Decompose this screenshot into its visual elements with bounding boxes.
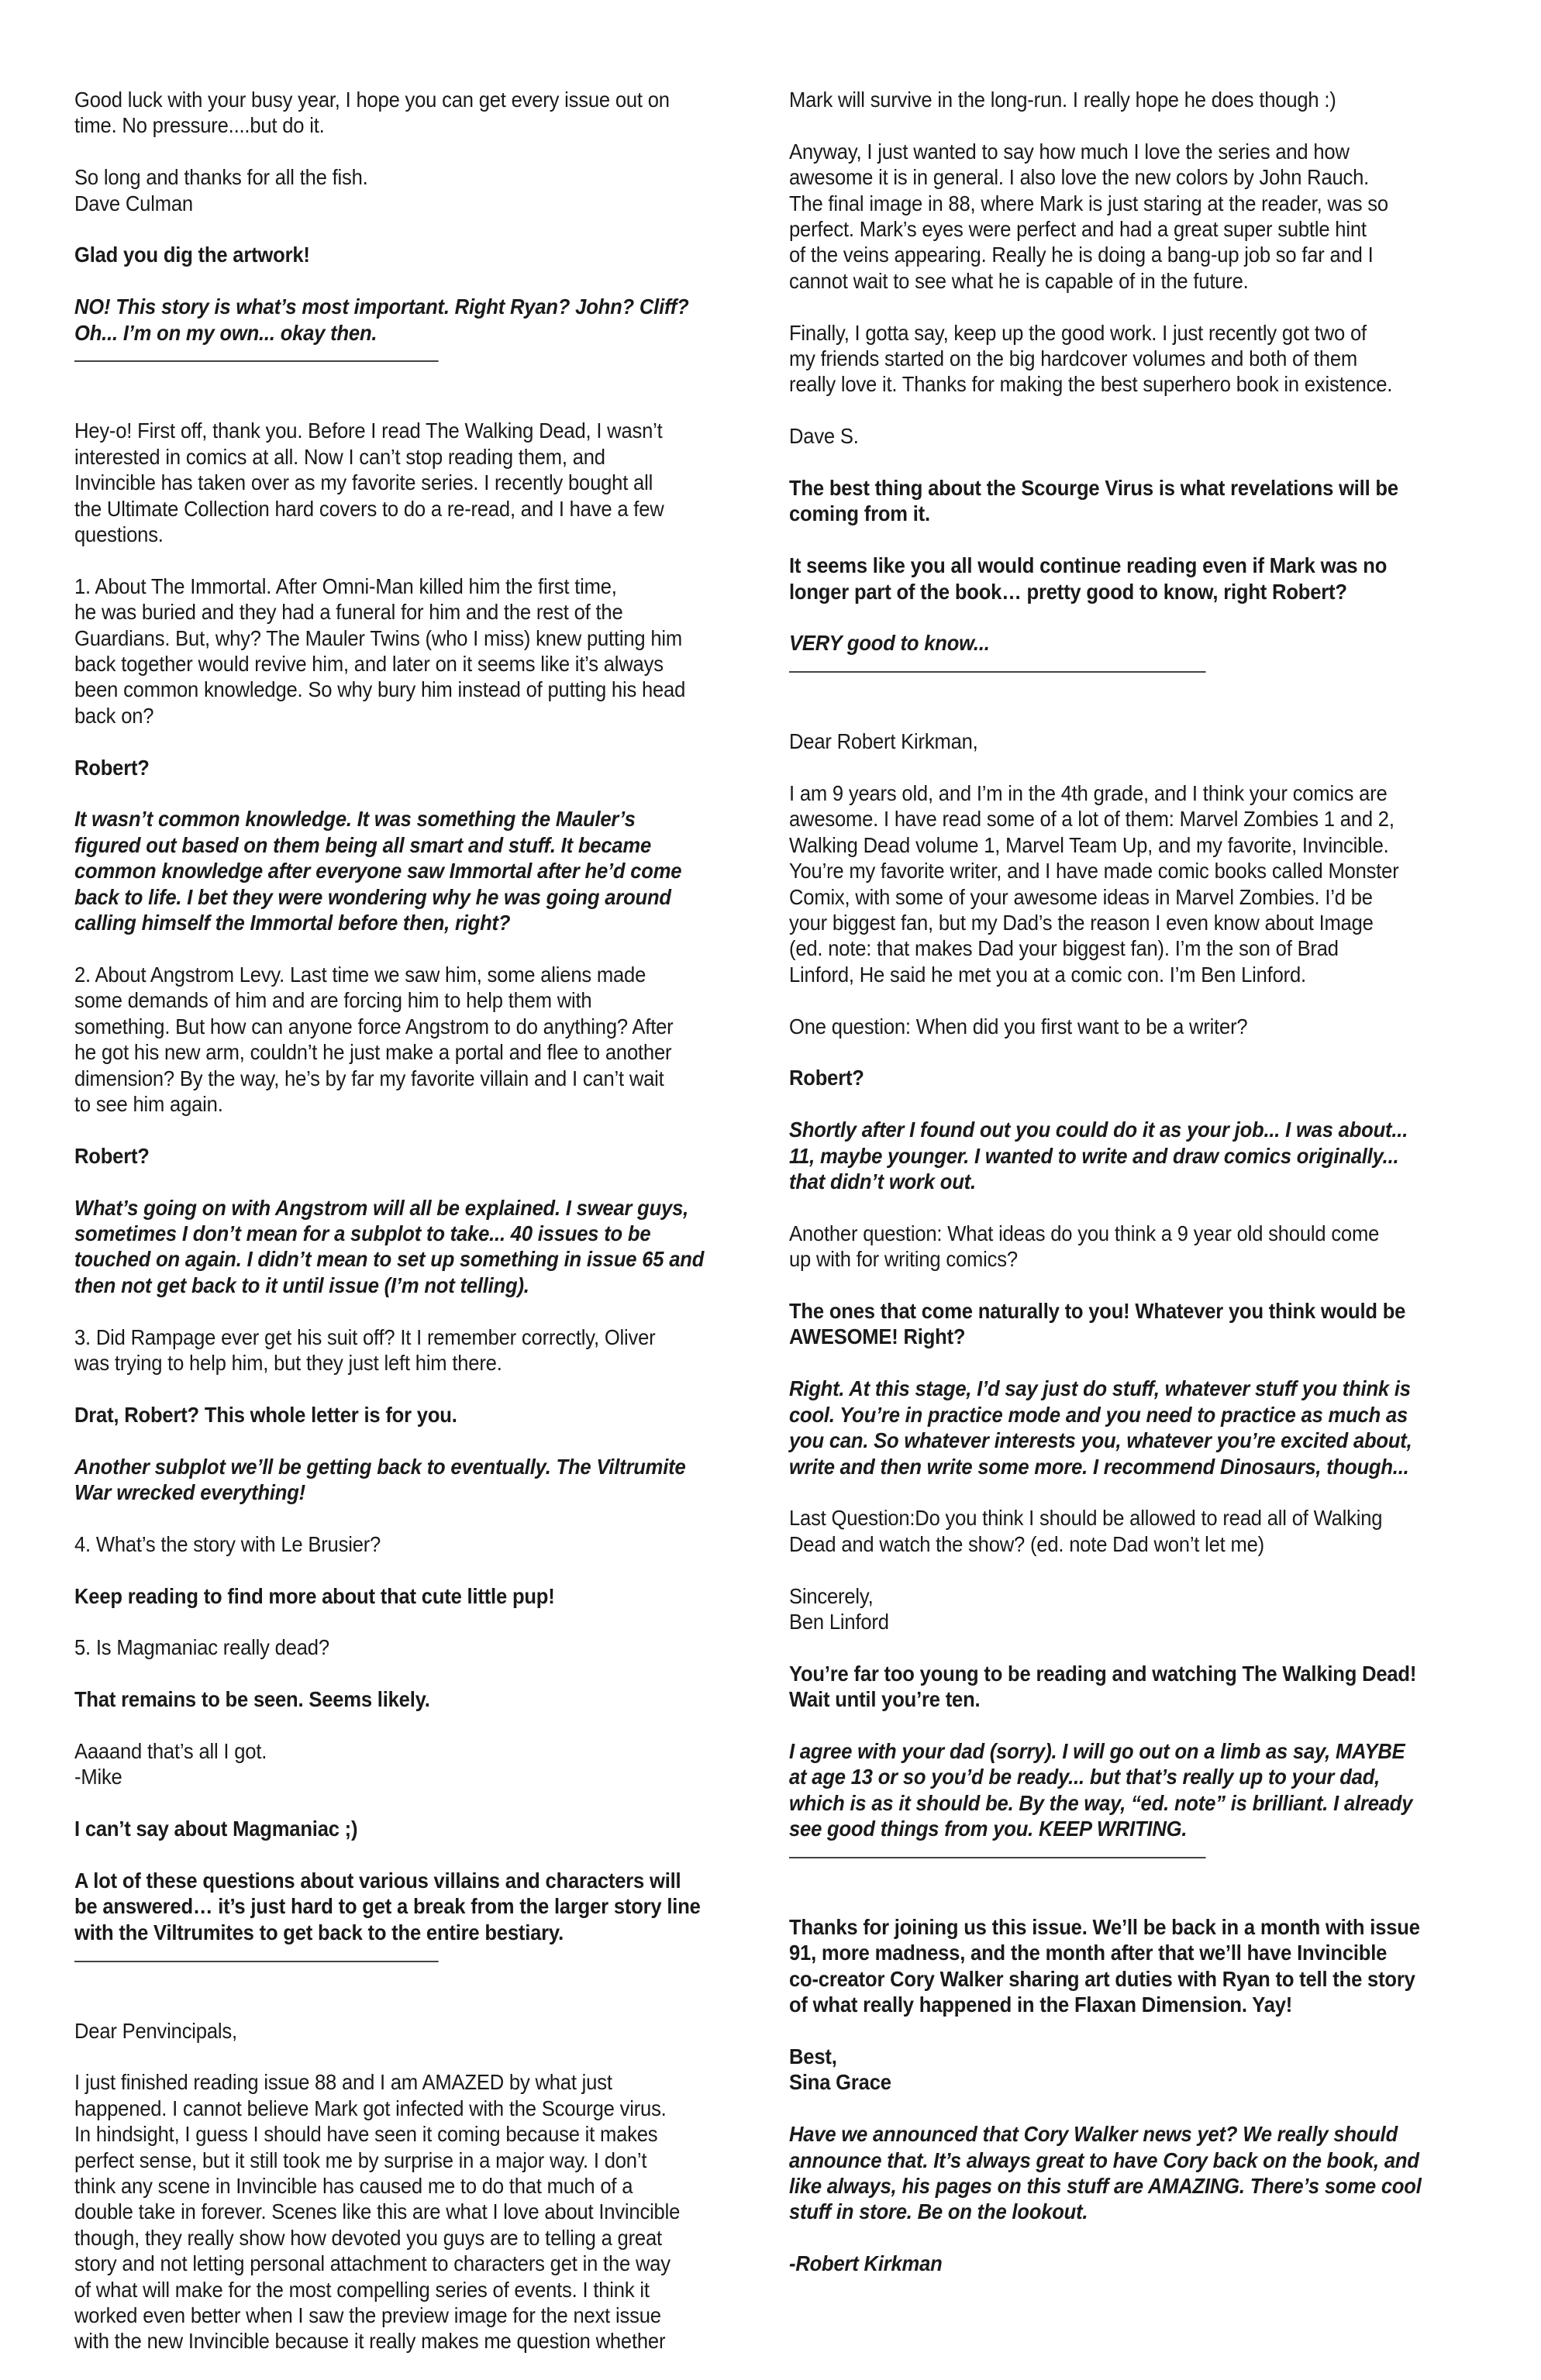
- letter-paragraph: Anyway, I just wanted to say how much I love the series and how awesome it is in general. I also love the new colors by John Rauch. The final image in 88, where Mark is just staring at the reader, was so perfect. Mark’s eyes were perfect and had a great super subtle hint of the veins appearing. Really he is doing a bang-up job so far and I cannot wait to see what he is capable of in the future.: [789, 139, 1388, 293]
- editor-reply: Keep reading to find more about that cute little pup!: [74, 1583, 555, 1608]
- editor-reply: A lot of these questions about various villains and characters will be answered… it’s just hard to get a break from the larger story line with the Viltrumites to get back to the entire bestiary.: [74, 1868, 701, 1944]
- editor-reply: Thanks for joining us this issue. We’ll be back in a month with issue 91, more madness, and the month after that we’ll have Invincible co-creator Cory Walker sharing art duties with Ryan to tell the story of what really happened in the Flaxan Dimension. Yay!: [789, 1914, 1420, 2017]
- kirkman-reply: Another subplot we’ll be getting back to eventually. The Viltrumite War wrecked everything!: [74, 1454, 686, 1504]
- letter-paragraph: 2. About Angstrom Levy. Last time we saw him, some aliens made some demands of him and are forcing him to help them with something. But how can anyone force Angstrom to do anything? After he got his new arm, couldn’t he just make a portal and flee to another dimension? By the way, he’s by far my favorite villain and I can’t wait to see him again.: [74, 962, 674, 1116]
- letter-paragraph: Dear Robert Kirkman,: [789, 729, 978, 754]
- letter-paragraph: 4. What’s the story with Le Brusier?: [74, 1531, 381, 1556]
- letter-paragraph: Last Question:Do you think I should be allowed to read all of Walking Dead and watch the show? (ed. note Dad won’t let me): [789, 1506, 1383, 1556]
- kirkman-reply: I agree with your dad (sorry). I will go out on a limb as say, MAYBE at age 13 or so you’d be ready... but that’s really up to your dad, which is as it should be. By the way, “ed. note” is brilliant. I already see good things from you. KEEP WRITING.: [789, 1738, 1413, 1841]
- right-column: [789, 87, 1423, 2303]
- kirkman-reply: What’s going on with Angstrom will all be explained. I swear guys, sometimes I don’t mean for a subplot to take... 40 issues to be touched on again. I didn’t mean to set up something in issue 65 and then not get back to it until issue (I’m not telling).: [74, 1195, 705, 1297]
- letter-paragraph: Aaaand that’s all I got. -Mike: [74, 1738, 267, 1789]
- left-column: [74, 87, 708, 2380]
- editor-reply: Drat, Robert? This whole letter is for you.: [74, 1402, 457, 1427]
- section-divider: [789, 1857, 1206, 1858]
- letter-paragraph: Dave S.: [789, 424, 859, 449]
- letter-paragraph: Finally, I gotta say, keep up the good work. I just recently got two of my friends started on the big hardcover volumes and both of them really love it. Thanks for making the best superhero book in existence.: [789, 320, 1393, 397]
- editor-reply: It seems like you all would continue reading even if Mark was no longer part of the book… pretty good to know, right Robert?: [789, 553, 1388, 604]
- editor-reply: Glad you dig the artwork!: [74, 243, 310, 267]
- letter-paragraph: Mark will survive in the long-run. I really hope he does though :): [789, 88, 1336, 112]
- section-divider: [74, 360, 439, 362]
- letter-paragraph: 3. Did Rampage ever get his suit off? It I remember correctly, Oliver was trying to help him, but they just left him there.: [74, 1324, 656, 1375]
- letter-paragraph: I am 9 years old, and I’m in the 4th grade, and I think your comics are awesome. I have read some of a lot of them: Marvel Zombies 1 and 2, Walking Dead volume 1, Marvel Team Up, and my favorite, Invincible. You’re my favorite writer, and I have made comic books called Monster Comix, with some of your awesome ideas in Marvel Zombies. I’d be your biggest fan, but my Dad’s the reason I even know about Image (ed. note: that makes Dad your biggest fan). I’m the son of Brad Linford, He said he met you at a comic con. I’m Ben Linford.: [789, 781, 1399, 987]
- kirkman-reply: Shortly after I found out you could do it as your job... I was about... 11, maybe younger. I wanted to write and draw comics originally... that didn’t work out.: [789, 1118, 1408, 1194]
- letter-paragraph: I just finished reading issue 88 and I am AMAZED by what just happened. I cannot believe Mark got infected with the Scourge virus. In hindsight, I guess I should have seen it coming because it makes perfect sense, but it still took me by surprise in a major way. I don’t think any scene in Invincible has caused me to do that much of a double take in forever. Scenes like this are what I love about Invincible though, they really show how devoted you guys are to telling a great story and not letting personal attachment to characters get in the way of what will make for the most compelling series of events. I think it worked even better when I saw the preview image for the next issue with the new Invincible because it really makes me question whether: [74, 2070, 681, 2354]
- editor-reply: Best, Sina Grace: [789, 2044, 891, 2095]
- section-divider: [74, 1961, 439, 1962]
- editor-reply: That remains to be seen. Seems likely.: [74, 1687, 430, 1712]
- letter-paragraph: 5. Is Magmaniac really dead?: [74, 1635, 329, 1660]
- editor-reply: The ones that come naturally to you! Whatever you think would be AWESOME! Right?: [789, 1299, 1406, 1349]
- editor-reply: I can’t say about Magmaniac ;): [74, 1817, 358, 1841]
- editor-reply: The best thing about the Scourge Virus is what revelations will be coming from it.: [789, 476, 1398, 526]
- editor-reply: Robert?: [74, 1143, 150, 1168]
- kirkman-reply: -Robert Kirkman: [789, 2251, 943, 2276]
- kirkman-reply: Have we announced that Cory Walker news yet? We really should announce that. It’s always great to have Cory back on the book, and like always, his pages on this stuff are AMAZING. There’s some cool stuff in store. Be on the lookout.: [789, 2122, 1422, 2224]
- letter-paragraph: One question: When did you first want to be a writer?: [789, 1014, 1248, 1038]
- letter-paragraph: Hey-o! First off, thank you. Before I read The Walking Dead, I wasn’t interested in comics at all. Now I can’t stop reading them, and Invincible has taken over as my favorite series. I recently bought all the Ultimate Collection hard covers to do a re-read, and I have a few questions.: [74, 418, 664, 547]
- editor-reply: Robert?: [789, 1066, 864, 1090]
- letter-paragraph: Good luck with your busy year, I hope you can get every issue out on time. No pressure....but do it.: [74, 88, 670, 138]
- kirkman-reply: It wasn’t common knowledge. It was something the Mauler’s figured out based on them being all smart and stuff. It became common knowledge after everyone saw Immortal after he’d come back to life. I bet they were wondering why he was going around calling himself the Immortal before then, right?: [74, 807, 682, 935]
- letter-paragraph: Sincerely, Ben Linford: [789, 1583, 889, 1634]
- letter-paragraph: Dear Penvincipals,: [74, 2018, 237, 2043]
- editor-reply: You’re far too young to be reading and watching The Walking Dead! Wait until you’re ten.: [789, 1661, 1417, 1712]
- section-divider: [789, 671, 1206, 673]
- letter-paragraph: So long and thanks for all the fish. Dave Culman: [74, 165, 368, 215]
- kirkman-reply: VERY good to know...: [789, 631, 990, 656]
- letter-paragraph: 1. About The Immortal. After Omni-Man killed him the first time, he was buried and they had a funeral for him and the rest of the Guardians. But, why? The Mauler Twins (who I miss) knew putting him back together would revive him, and later on it seems like it’s always been common knowledge. So why bury him instead of putting his head back on?: [74, 573, 686, 728]
- letter-paragraph: Another question: What ideas do you think a 9 year old should come up with for writing comics?: [789, 1221, 1380, 1272]
- kirkman-reply: Right. At this stage, I’d say just do stuff, whatever stuff you think is cool. You’re in practice mode and you need to practice as much as you can. So whatever interests you, whatever you’re excited about, write and then write some more. I recommend Dinosaurs, though...: [789, 1376, 1412, 1479]
- editor-reply: Robert?: [74, 755, 150, 780]
- kirkman-reply: NO! This story is what’s most important. Right Ryan? John? Cliff? Oh... I’m on my own... okay then.: [74, 294, 689, 345]
